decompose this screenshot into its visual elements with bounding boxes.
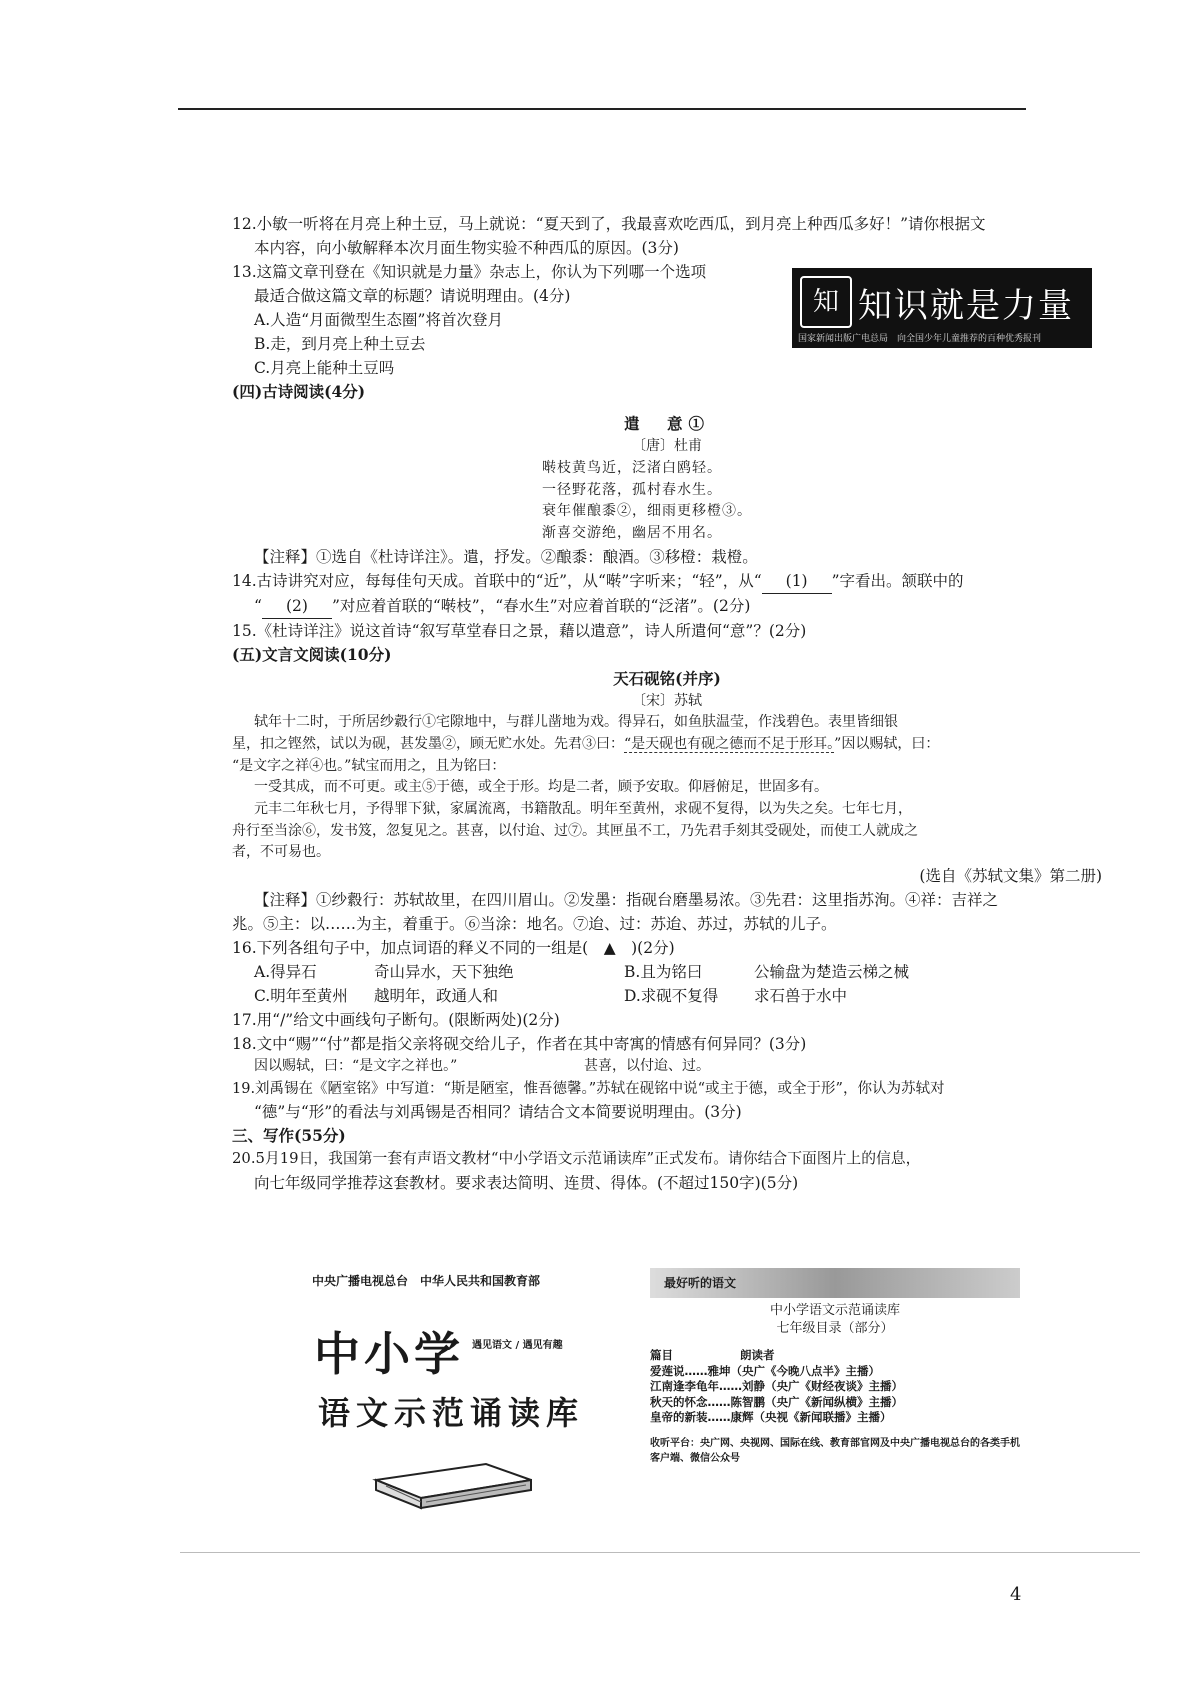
text-note-b: 兆。⑤主：以……为主，着重于。⑥当涂：地名。⑦迨、过：苏迨、苏过，苏轼的儿子。 [232,915,837,934]
poem-author: 〔唐〕杜甫 [632,438,702,455]
ad-slogan: 最好听的语文 [650,1268,1020,1298]
section3-title: 三、写作(55分) [232,1126,346,1146]
ad-publishers: 中央广播电视总台 中华人民共和国教育部 [312,1274,541,1288]
toc-row: 秋天的怀念……陈智鹏（央广《新闻纵横》主播） [650,1394,903,1409]
text-p3-a: 元丰二年秋七月，予得罪下狱，家属流离，书籍散乱。明年至黄州，求砚不复得，以为失之矣。七年七月， [254,801,912,818]
poem-title: 遣 意① [623,414,710,434]
underlined-sentence: “是天砚也有砚之德而不足于形耳。 [624,736,835,753]
ad-platforms: 收听平台：央广网、央视网、国际在线、教育部官网及中央广播电视总台的各类手机客户端、微信公众号 [650,1437,1020,1464]
poem-line-1: 啭枝黄鸟近，泛渚白鸥轻。 [542,459,722,476]
text-title: 天石砚铭(并序) [613,668,721,688]
q13-line-2: 最适合做这篇文章的标题？请说明理由。(4分) [254,287,571,306]
toc-header: 篇目 朗读者 [650,1348,775,1363]
poem-line-4: 渐喜交游绝，幽居不用名。 [542,524,722,541]
textbook-advertisement [300,1262,1020,1522]
text-author: 〔宋〕苏轼 [632,692,702,709]
page-number: 4 [1010,1584,1022,1605]
book-icon [366,1450,536,1514]
text-p2: 一受其成，而不可更。或主⑤于德，或全于形。均是二者，顾予安取。仰唇俯足，世固多有。 [254,779,828,796]
text-source: (选自《苏轼文集》第二册) [919,867,1102,886]
text-p1-a: 轼年十二时，于所居纱縠行①宅隙地中，与群儿凿地为戏。得异石，如鱼肤温莹，作浅碧色。表里皆细银 [254,714,898,731]
q16: 16.下列各组句子中，加点词语的释义不同的一组是( ▲ )(2分) [232,939,675,958]
toc-row: 江南逢李龟年……刘静（央广《财经夜谈》主播） [650,1379,903,1394]
q13-line-1: 13.这篇文章刊登在《知识就是力量》杂志上，你认为下列哪一个选项 [232,263,707,282]
q16-options-cd: C.明年至黄州 越明年，政通人和 D.求砚不复得 求石兽于水中 [254,987,848,1006]
q19-line-2: “德”与“形”的看法与刘禹锡是否相同？请结合文本简要说明理由。(3分) [254,1103,742,1122]
q18-quotes: 因以赐轼，曰：“是文字之祥也。” 甚喜，以付迨、过。 [254,1058,710,1075]
magazine-mark-icon: 知 [800,276,852,328]
q18: 18.文中“赐”“付”都是指父亲将砚交给儿子，作者在其中寄寓的情感有何异同？(3分) [232,1035,807,1054]
q12-line-2: 本内容，向小敏解释本次月面生物实验不种西瓜的原因。(3分) [254,239,679,258]
text-p3-c: 者，不可易也。 [232,844,330,861]
ad-table-of-contents [650,1302,1020,1466]
text-note-a: 【注释】①纱縠行：苏轼故里，在四川眉山。②发墨：指砚台磨墨易浓。③先君：这里指苏洵。④祥：吉祥之 [254,891,999,910]
exam-content [232,212,1102,1195]
q14-blank-2: (2) [262,594,332,619]
q16-options-ab: A.得异石 奇山异水，天下独绝 B.且为铭曰 公输盘为楚造云梯之械 [254,963,910,982]
q19-line-1: 19.刘禹锡在《陋室铭》中写道：“斯是陋室，惟吾德馨。”苏轼在砚铭中说“或主于德，或全于形”，你认为苏轼对 [232,1080,945,1097]
q14-line-1: 14.古诗讲究对应，每每佳句天成。首联中的“近”，从“啭”字听来；“轻”，从“ (1) ”字看出。颔联中的 [232,569,1102,594]
q14-blank-1: (1) [762,569,832,594]
q15: 15.《杜诗详注》说这首诗“叙写草堂春日之景，藉以遣意”，诗人所遣何“意”？(2分) [232,621,807,640]
bottom-rule [180,1552,1140,1553]
toc-title: 中小学语文示范诵读库 [769,1303,900,1318]
q17: 17.用“/”给文中画线句子断句。(限断两处)(2分) [232,1011,560,1030]
q20-line-2: 向七年级同学推荐这套教材。要求表达简明、连贯、得体。(不超过150字)(5分) [254,1174,799,1193]
ad-title-line-2: 语文示范诵读库 [318,1394,585,1432]
ad-subtitle: 遇见语文 / 遇见有趣 [472,1340,563,1351]
section5-title: (五)文言文阅读(10分) [232,644,392,664]
toc-row: 爱莲说……雅坤（央广《今晚八点半》主播） [650,1363,880,1378]
q14-line-2: “ (2) ”对应着首联的“啭枝”，“春水生”对应着首联的“泛渚”。(2分) [232,594,1102,619]
q13-option-b: B.走，到月亮上种土豆去 [254,335,426,354]
poem-line-2: 一径野花落，孤村春水生。 [542,481,722,498]
q12-line-1: 12.小敏一听将在月亮上种土豆，马上就说：“夏天到了，我最喜欢吃西瓜，到月亮上种西瓜多好！”请你根据文 [232,215,986,233]
poem-line-3: 衰年催酿黍②，细雨更移橙③。 [542,503,752,520]
toc-subtitle: 七年级目录（部分） [776,1321,894,1337]
ad-title-line-1: 中小学 [314,1327,464,1381]
q13-option-a: A.人造“月面微型生态圈”将首次登月 [254,311,503,330]
poem-note: 【注释】①选自《杜诗详注》。遣，抒发。②酿黍：酿酒。③移橙：栽橙。 [254,547,758,566]
magazine-tagline: 国家新闻出版广电总局 向全国少年儿童推荐的百种优秀报刊 [798,334,1042,344]
toc-row: 皇帝的新装……康辉（央视《新闻联播》主播） [650,1410,892,1425]
section4-title: (四)古诗阅读(4分) [232,382,366,402]
text-p1-d: “是文字之祥④也。”轼宝而用之，且为铭曰： [232,757,506,774]
q20-line-1: 20.5月19日，我国第一套有声语文教材“中小学语文示范诵读库”正式发布。请你结合下面图片上的信息， [232,1150,921,1168]
text-p1-b: 星，扣之铿然，试以为砚，甚发墨②，顾无贮水处。先君③曰：“是天砚也有砚之德而不足于形耳。”因以赐轼，曰： [232,736,940,753]
text-p3-b: 舟行至当涂⑥，发书笈，忽复见之。甚喜，以付迨、过⑦。其匣虽不工，乃先君手刻其受砚处，而使工人就成之 [232,822,918,839]
q13-option-c: C.月亮上能种土豆吗 [254,359,395,378]
magazine-name: 知识就是力量 [858,286,1074,326]
top-rule [178,108,1026,110]
